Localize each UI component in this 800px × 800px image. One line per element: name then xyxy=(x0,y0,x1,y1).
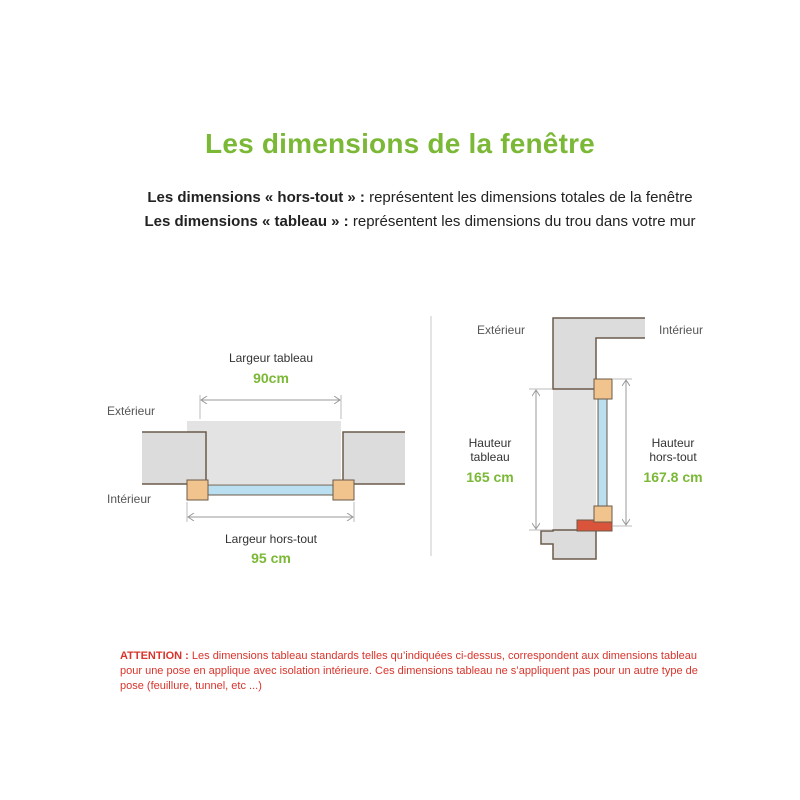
label-interieur-left: Intérieur xyxy=(107,492,152,506)
warning-text: Les dimensions tableau standards telles qu’indiquées ci-dessus, correspondent aux dimensions tableau pour une pose en applique avec isolation intérieure. Ces dimensions tableau ne s’appliquent pas pour un autre type de pose (feuillure, tunnel, etc ...) xyxy=(120,650,698,692)
page-title: Les dimensions de la fenêtre xyxy=(205,128,595,159)
largeur-tableau-label: Largeur tableau xyxy=(228,351,314,365)
wall-sill xyxy=(541,530,610,559)
definition-text: représentent les dimensions totales de la fenêtre xyxy=(364,189,693,206)
warning-note xyxy=(120,649,720,694)
largeur-tableau-value: 90cm xyxy=(253,370,289,386)
frame-left xyxy=(187,480,208,500)
wall-left xyxy=(142,432,206,484)
label-exterieur-right: Extérieur xyxy=(477,323,526,337)
frame-top xyxy=(594,379,612,399)
wall-opening-vertical xyxy=(553,389,596,530)
label-exterieur-left: Extérieur xyxy=(107,404,156,418)
hauteur-hors-tout-label-1: Hauteur xyxy=(651,436,695,450)
hauteur-hors-tout-label-2: hors-tout xyxy=(649,450,697,464)
glass-pane-vertical xyxy=(598,399,607,506)
top-view-diagram xyxy=(107,351,405,566)
label-interieur-right: Intérieur xyxy=(659,323,704,337)
largeur-hors-tout-value: 95 cm xyxy=(251,550,291,566)
definition-text: représentent les dimensions du trou dans votre mur xyxy=(348,213,696,230)
definition-term: Les dimensions « tableau » : xyxy=(144,213,349,230)
largeur-hors-tout-label: Largeur hors-tout xyxy=(224,532,318,546)
wall-right xyxy=(343,432,405,484)
definition-term: Les dimensions « hors-tout » : xyxy=(147,189,365,206)
side-section-diagram xyxy=(466,318,703,559)
hauteur-tableau-value: 165 cm xyxy=(466,469,514,485)
hauteur-tableau-label-1: Hauteur xyxy=(468,436,512,450)
wall-lintel xyxy=(553,318,645,389)
glass-pane xyxy=(208,485,333,495)
frame-bottom xyxy=(594,506,612,522)
warning-prefix: ATTENTION : xyxy=(120,650,189,662)
hauteur-tableau-label-2: tableau xyxy=(470,450,510,464)
frame-right xyxy=(333,480,354,500)
wall-opening xyxy=(187,421,341,484)
hauteur-hors-tout-value: 167.8 cm xyxy=(643,469,703,485)
